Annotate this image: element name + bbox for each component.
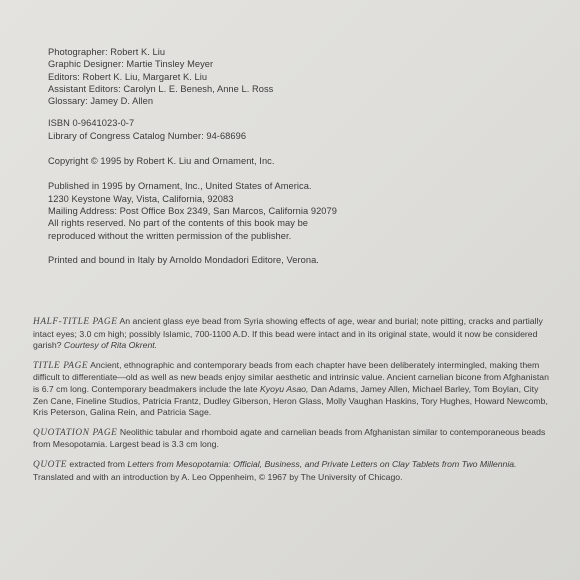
title-page-names: Dan Adams, Jamey Allen, Michael Barley, Tom Boylan, City Zen Cane, Fineline Studios, Patricia Frantz, Dudley Giberson, Heron Glass, Molly Vaughan Haskins, Tory Hughes, Howard Newcomb, Kris Peterson, Galina Rein, and Patricia Sage. <box>33 383 548 418</box>
lccn: Library of Congress Catalog Number: 94-68696 <box>48 130 247 141</box>
rights-line-1: All rights reserved. No part of the contents of this book may be <box>48 218 309 229</box>
quotation-page-text: Neolithic tabular and rhomboid agate and carnelian beads from Afghanistan similar to contemporaneous beads from Mesopotamia. Largest bead is 3.3 cm long. <box>33 426 546 450</box>
publisher-address: 1230 Keystone Way, Vista, California, 92083 <box>48 193 234 204</box>
quotation-page-note <box>33 427 553 451</box>
photographer-credit: Photographer: Robert K. Liu <box>48 47 166 57</box>
half-title-note <box>33 316 553 352</box>
graphic-designer-credit: Graphic Designer: Martie Tinsley Meyer <box>48 59 214 70</box>
quote-note <box>33 459 553 483</box>
half-title-label: HALF-TITLE PAGE <box>33 317 118 327</box>
quote-label: QUOTE <box>33 459 67 470</box>
title-page-label: TITLE PAGE <box>33 360 89 371</box>
half-title-text: An ancient glass eye bead from Syria showing effects of age, wear and burial; note pitting, cracks and partially intact eyes; 3.0 cm high; possibly Islamic, 700-1100 A.D. If this bead were intact and in its original state, would it now be considered garish? <box>33 316 543 351</box>
quote-text-1: extracted from <box>69 458 125 469</box>
quote-text-2: Translated and with an introduction by A. Leo Oppenheim, © 1967 by The University of Chicago. <box>33 471 403 482</box>
isbn: ISBN 0-9641023-0-7 <box>48 118 135 129</box>
quote-book-title: Letters from Mesopotamia: Official, Business, and Private Letters on Clay Tablets from Two Millennia. <box>127 458 517 469</box>
title-page-text: Ancient, ethnographic and contemporary beads from each chapter have been deliberately intermingled, making them difficult to differentiate—old as well as new beads enjoy similar aesthetic and intrinsic value. Ancient carnelian bicone from Afghanistan is 6.7 cm long. Contemporary beadmakers include the late <box>33 359 549 394</box>
mailing-address: Mailing Address: Post Office Box 2349, San Marcos, California 92079 <box>48 205 337 216</box>
quotation-page-label: QUOTATION PAGE <box>33 427 118 438</box>
published-line: Published in 1995 by Ornament, Inc., United States of America. <box>48 181 312 192</box>
image-notes <box>33 316 553 491</box>
half-title-courtesy: Courtesy of Rita Okrent. <box>63 340 158 351</box>
title-page-note <box>33 360 553 419</box>
glossary-credit: Glossary: Jamey D. Allen <box>48 96 154 107</box>
title-page-italic-name: Kyoyu Asao, <box>259 383 309 394</box>
printed-line: Printed and bound in Italy by Arnoldo Mondadori Editore, Verona. <box>48 254 319 265</box>
credits-block <box>48 46 548 266</box>
editors-credit: Editors: Robert K. Liu, Margaret K. Liu <box>48 71 208 82</box>
copyright-notice: Copyright © 1995 by Robert K. Liu and Ornament, Inc. <box>48 156 275 167</box>
assistant-editors-credit: Assistant Editors: Carolyn L. E. Benesh, Anne L. Ross <box>48 83 274 94</box>
rights-line-2: reproduced without the written permission of the publisher. <box>48 230 292 241</box>
